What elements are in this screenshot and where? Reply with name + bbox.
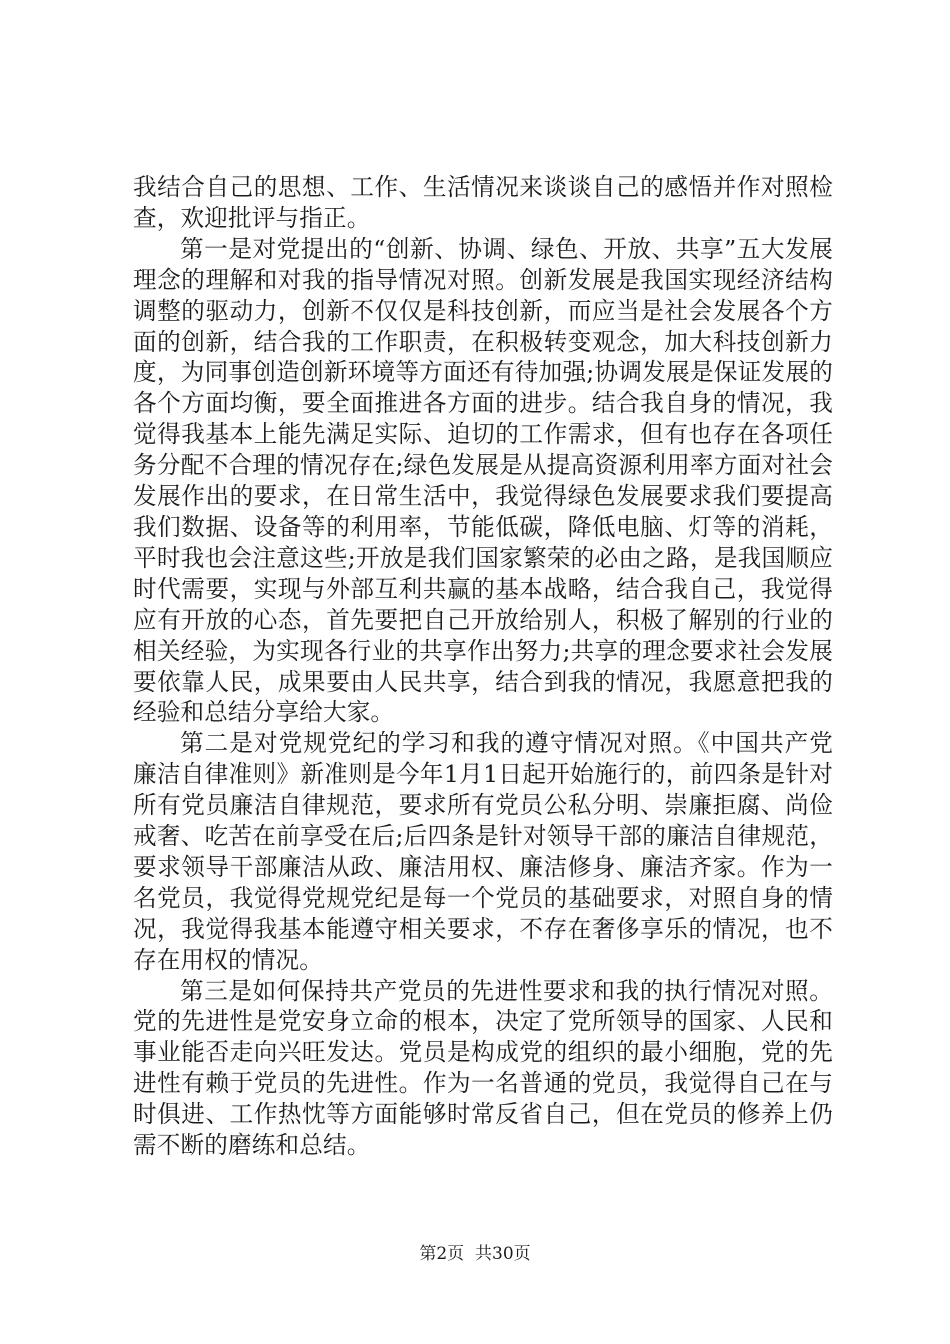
paragraph-party-advancement: 第三是如何保持共产党员的先进性要求和我的执行情况对照。党的先进性是党安身立命的根本，决定了党所领导的国家、人民和事业能否走向兴旺发达。党员是构成党的组织的最小细胞，党的先进性有赖于党员的先进性。作为一名普通的党员，我觉得自己在与时俱进、工作热忱等方面能够时常反省自己，但在党员的修养上仍需不断的磨练和总结。 <box>133 976 833 1160</box>
paragraph-development-concepts: 第一是对党提出的“创新、协调、绿色、开放、共享”五大发展理念的理解和对我的指导情况对照。创新发展是我国实现经济结构调整的驱动力，创新不仅仅是科技创新，而应当是社会发展各个方面的创新，结合我的工作职责，在积极转变观念，加大科技创新力度，为同事创造创新环境等方面还有待加强;协调发展是保证发展的各个方面均衡，要全面推进各方面的进步。结合我自身的情况，我觉得我基本上能先满足实际、迫切的工作需求，但有也存在各项任务分配不合理的情况存在;绿色发展是从提高资源利用率方面对社会发展作出的要求，在日常生活中，我觉得绿色发展要求我们要提高我们数据、设备等的利用率，节能低碳，降低电脑、灯等的消耗，平时我也会注意这些;开放是我们国家繁荣的必由之路，是我国顺应时代需要，实现与外部互利共赢的基本战略，结合我自己，我觉得应有开放的心态，首先要把自己开放给别人，积极了解别的行业的相关经验，为实现各行业的共享作出努力;共享的理念要求社会发展要依靠人民，成果要由人民共享，结合到我的情况，我愿意把我的经验和总结分享给大家。 <box>133 234 833 727</box>
page-footer <box>0 1243 950 1265</box>
page-total: 共30页 <box>475 1244 531 1264</box>
document-body <box>133 172 833 1161</box>
paragraph-intro: 我结合自己的思想、工作、生活情况来谈谈自己的感悟并作对照检查，欢迎批评与指正。 <box>133 173 833 232</box>
page-number: 第2页 <box>419 1244 465 1264</box>
paragraph-party-discipline: 第二是对党规党纪的学习和我的遵守情况对照。《中国共产党廉洁自律准则》新准则是今年1月1日起开始施行的，前四条是针对所有党员廉洁自律规范，要求所有党员公私分明、崇廉拒腐、尚俭戒奢、吃苦在前享受在后;后四条是针对领导干部的廉洁自律规范，要求领导干部廉洁从政、廉洁用权、廉洁修身、廉洁齐家。作为一名党员，我觉得党规党纪是每一个党员的基础要求，对照自身的情况，我觉得我基本能遵守相关要求，不存在奢侈享乐的情况，也不存在用权的情况。 <box>133 729 833 974</box>
